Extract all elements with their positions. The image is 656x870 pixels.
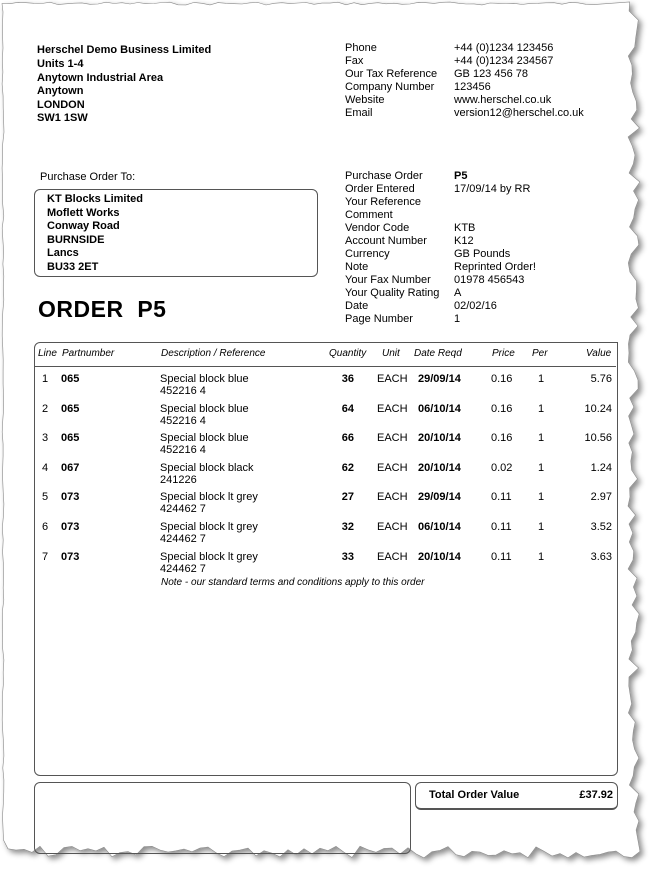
cell-line: 2	[42, 402, 49, 415]
company-block	[37, 42, 211, 126]
supplier-address-line: Moflett Works	[47, 206, 120, 219]
cell-date-reqd: 20/10/14	[418, 461, 461, 474]
supplier-address-line: BURNSIDE	[47, 233, 105, 246]
cell-quantity: 64	[341, 402, 354, 415]
cell-description: Special block black	[160, 461, 254, 474]
supplier-address-line: BU33 2ET	[47, 260, 99, 273]
header-unit: Unit	[382, 348, 400, 359]
contact-value: GB 123 456 78	[454, 68, 529, 80]
detail-value: 02/02/16	[454, 300, 497, 312]
cell-description: Special block lt grey	[160, 550, 258, 563]
detail-label: Your Quality Rating	[345, 287, 440, 299]
header-line: Line	[38, 348, 57, 359]
cell-date-reqd: 06/10/14	[418, 402, 461, 415]
detail-label: Order Entered	[345, 183, 415, 195]
header-partnumber: Partnumber	[62, 348, 115, 359]
cell-quantity: 66	[341, 432, 354, 445]
cell-date-reqd: 20/10/14	[418, 432, 461, 445]
cell-value: 3.52	[590, 521, 612, 533]
cell-value: 1.24	[590, 461, 612, 474]
cell-price: 0.16	[491, 373, 513, 385]
cell-per: 1	[538, 402, 545, 415]
cell-reference: 424462 7	[160, 533, 206, 545]
cell-per: 1	[538, 491, 545, 504]
detail-label: Vendor Code	[345, 222, 410, 234]
detail-value: 1	[454, 313, 461, 325]
cell-per: 1	[538, 432, 545, 445]
cell-quantity: 27	[341, 491, 354, 504]
supplier-address-line: Lancs	[47, 247, 79, 259]
company-address-line: Anytown Industrial Area	[37, 71, 164, 84]
cell-price: 0.11	[491, 521, 512, 533]
cell-partnumber: 067	[61, 461, 80, 474]
detail-value: Reprinted Order!	[454, 261, 536, 273]
total-box	[415, 782, 618, 810]
contact-value: +44 (0)1234 234567	[454, 55, 554, 67]
cell-line: 1	[42, 373, 49, 385]
cell-line: 3	[42, 432, 49, 445]
company-address-line: Units 1-4	[37, 58, 84, 70]
cell-date-reqd: 29/09/14	[418, 491, 461, 504]
cell-date-reqd: 06/10/14	[418, 521, 461, 533]
header-value: Value	[586, 348, 612, 359]
cell-reference: 424462 7	[160, 503, 206, 516]
header-price: Price	[492, 348, 515, 359]
header-description: Description / Reference	[161, 348, 266, 359]
detail-label: Note	[345, 261, 369, 273]
cell-date-reqd: 20/10/14	[418, 550, 461, 563]
supplier-address-line: KT Blocks Limited	[47, 193, 143, 205]
contact-value: +44 (0)1234 123456	[454, 42, 554, 54]
contact-label: Phone	[345, 42, 377, 54]
cell-partnumber: 065	[61, 432, 80, 445]
cell-unit: EACH	[377, 491, 408, 504]
header-quantity: Quantity	[329, 348, 367, 359]
cell-reference: 452216 4	[160, 385, 206, 397]
cell-value: 10.24	[584, 402, 612, 415]
total-label: Total Order Value	[429, 789, 520, 801]
contact-value: version12@herschel.co.uk	[454, 107, 584, 119]
cell-description: Special block blue	[160, 373, 249, 385]
cell-price: 0.11	[491, 491, 512, 504]
contact-label: Our Tax Reference	[345, 68, 438, 80]
footer-notes-box	[34, 782, 411, 854]
detail-label: Account Number	[345, 235, 427, 247]
cell-line: 7	[42, 550, 49, 563]
cell-quantity: 33	[341, 550, 354, 563]
detail-value: A	[454, 287, 462, 299]
cell-reference: 452216 4	[160, 414, 206, 427]
cell-value: 3.63	[590, 550, 612, 563]
header-date-reqd: Date Reqd	[414, 348, 462, 359]
cell-partnumber: 065	[61, 402, 80, 415]
company-address-line: SW1 1SW	[37, 112, 88, 124]
cell-value: 5.76	[590, 373, 612, 385]
cell-value: 2.97	[590, 491, 612, 504]
detail-value: 01978 456543	[454, 274, 525, 286]
purchase-order-to-heading: Purchase Order To:	[40, 171, 136, 183]
supplier-address-line: Conway Road	[47, 220, 120, 232]
contact-value: www.herschel.co.uk	[454, 94, 552, 106]
cell-value: 10.56	[584, 432, 612, 445]
contact-value: 123456	[454, 81, 491, 93]
company-address-line: Anytown	[37, 85, 84, 97]
total-value: £37.92	[579, 789, 613, 801]
cell-description: Special block lt grey	[160, 491, 258, 504]
cell-per: 1	[538, 550, 545, 563]
detail-label: Date	[345, 300, 369, 312]
cell-date-reqd: 29/09/14	[418, 373, 461, 385]
detail-label: Currency	[345, 248, 390, 260]
cell-line: 5	[42, 491, 49, 504]
cell-line: 4	[42, 461, 49, 474]
cell-quantity: 32	[341, 521, 354, 533]
detail-label: Your Reference	[345, 196, 422, 208]
cell-unit: EACH	[377, 373, 408, 385]
cell-unit: EACH	[377, 550, 408, 563]
company-name: Herschel Demo Business Limited	[37, 44, 212, 56]
detail-value: P5	[454, 170, 468, 182]
terms-note: Note - our standard terms and conditions apply to this order	[161, 577, 425, 588]
cell-per: 1	[538, 521, 545, 533]
cell-description: Special block blue	[160, 402, 249, 415]
cell-unit: EACH	[377, 521, 408, 533]
detail-value: GB Pounds	[454, 248, 511, 260]
cell-description: Special block lt grey	[160, 521, 258, 533]
cell-per: 1	[538, 461, 545, 474]
order-title: ORDER P5	[38, 296, 167, 322]
cell-per: 1	[538, 373, 545, 385]
table-header-divider	[35, 366, 616, 367]
detail-label: Your Fax Number	[345, 274, 431, 286]
cell-quantity: 62	[341, 461, 354, 474]
cell-reference: 241226	[160, 473, 197, 486]
cell-price: 0.02	[491, 461, 513, 474]
detail-label: Purchase Order	[345, 170, 423, 182]
cell-partnumber: 073	[61, 521, 80, 533]
company-address-line: LONDON	[37, 98, 85, 111]
cell-partnumber: 073	[61, 491, 80, 504]
detail-label: Comment	[345, 209, 393, 221]
detail-value: KTB	[454, 222, 476, 234]
cell-price: 0.11	[491, 550, 512, 563]
detail-value: K12	[454, 235, 474, 247]
contact-label: Fax	[345, 55, 364, 67]
contact-label: Email	[345, 107, 373, 119]
cell-line: 6	[42, 521, 49, 533]
cell-partnumber: 065	[61, 373, 80, 385]
supplier-address-box	[34, 189, 318, 277]
cell-description: Special block blue	[160, 432, 249, 445]
detail-value: 17/09/14 by RR	[454, 183, 531, 195]
cell-price: 0.16	[491, 402, 513, 415]
cell-partnumber: 073	[61, 550, 80, 563]
header-per: Per	[532, 348, 548, 359]
cell-unit: EACH	[377, 402, 408, 415]
detail-label: Page Number	[345, 313, 413, 325]
cell-reference: 424462 7	[160, 562, 206, 575]
contact-label: Website	[345, 94, 385, 106]
cell-unit: EACH	[377, 461, 408, 474]
cell-quantity: 36	[341, 373, 354, 385]
cell-reference: 452216 4	[160, 444, 206, 457]
contact-label: Company Number	[345, 81, 435, 93]
cell-price: 0.16	[491, 432, 513, 445]
cell-unit: EACH	[377, 432, 408, 445]
